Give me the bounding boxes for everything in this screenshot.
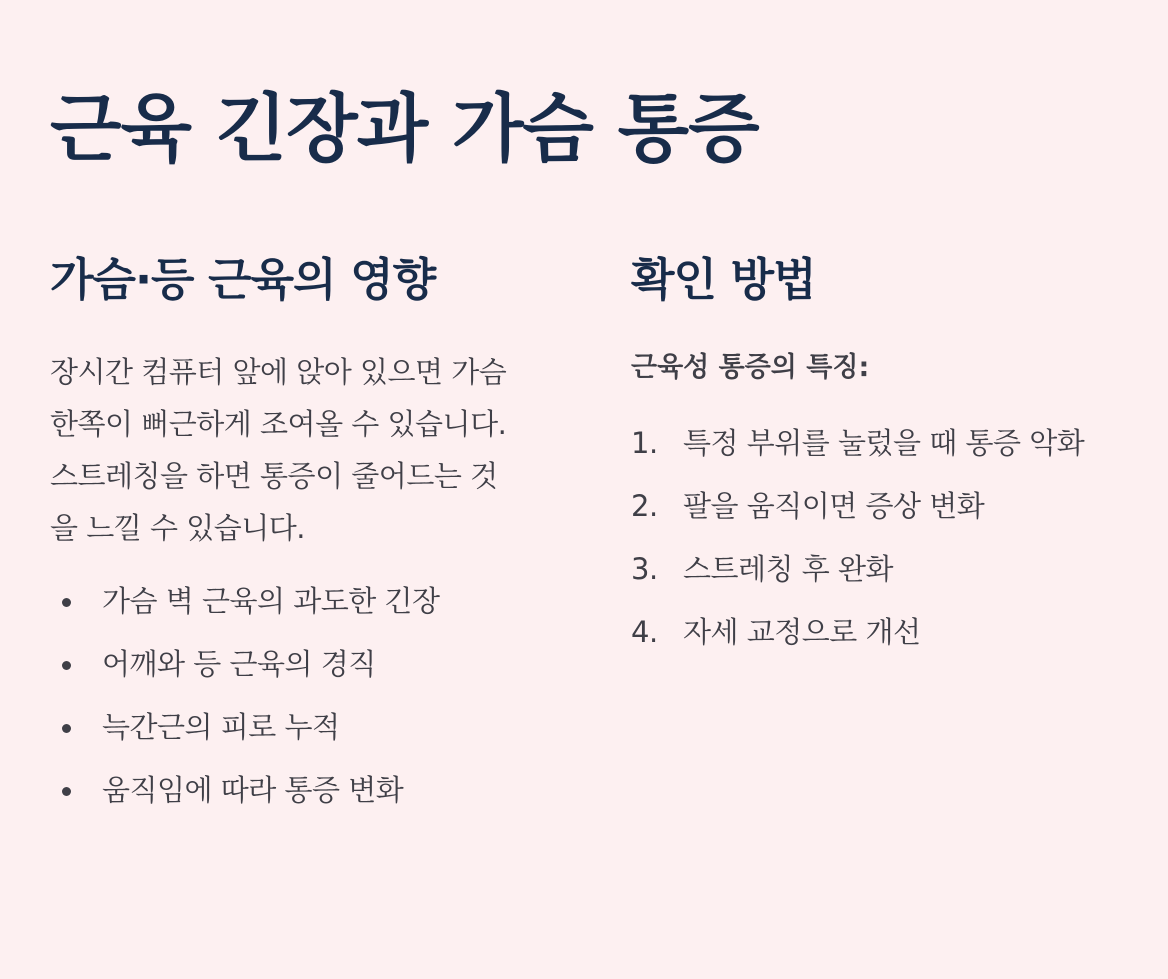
- paragraph-line: 을 느낄 수 있습니다.: [50, 511, 305, 545]
- bullet-item: [50, 570, 550, 633]
- bullet-dot-icon: [62, 787, 71, 796]
- check-method-section: [631, 250, 1131, 664]
- muscle-effects-section: [50, 250, 550, 822]
- item-number: 4.: [631, 615, 658, 649]
- bullet-dot-icon: [62, 724, 71, 733]
- item-text: 자세 교정으로 개선: [683, 615, 921, 649]
- numbered-item: [631, 538, 1131, 601]
- paragraph-line: 장시간 컴퓨터 앞에 앉아 있으면 가슴: [50, 355, 507, 389]
- features-subheading: 근육성 통증의 특징:: [631, 352, 870, 383]
- bullet-text: 움직임에 따라 통증 변화: [102, 773, 404, 807]
- numbered-item: [631, 412, 1131, 475]
- numbered-item: [631, 601, 1131, 664]
- bullet-dot-icon: [62, 661, 71, 670]
- bullet-text: 어깨와 등 근육의 경직: [102, 647, 376, 681]
- section-heading-effects: 가슴·등 근육의 영향: [50, 253, 436, 306]
- item-text: 스트레칭 후 완화: [683, 552, 894, 586]
- features-numbered-list: [631, 412, 1131, 664]
- bullet-item: [50, 633, 550, 696]
- effects-bullet-list: [50, 570, 550, 822]
- effects-paragraph: [50, 346, 550, 554]
- item-number: 3.: [631, 552, 658, 586]
- item-number: 2.: [631, 489, 658, 523]
- page-title: 근육 긴장과 가슴 통증: [50, 86, 759, 172]
- slide: [50, 0, 1130, 979]
- numbered-item: [631, 475, 1131, 538]
- paragraph-line: 스트레칭을 하면 통증이 줄어드는 것: [50, 459, 498, 493]
- item-number: 1.: [631, 426, 658, 460]
- bullet-text: 가슴 벽 근육의 과도한 긴장: [102, 584, 440, 618]
- item-text: 팔을 움직이면 증상 변화: [683, 489, 985, 523]
- section-heading-check: 확인 방법: [631, 253, 816, 306]
- bullet-item: [50, 759, 550, 822]
- item-text: 특정 부위를 눌렀을 때 통증 악화: [683, 426, 1085, 460]
- bullet-dot-icon: [62, 598, 71, 607]
- paragraph-line: 한쪽이 뻐근하게 조여올 수 있습니다.: [50, 407, 507, 441]
- bullet-text: 늑간근의 피로 누적: [102, 710, 340, 744]
- bullet-item: [50, 696, 550, 759]
